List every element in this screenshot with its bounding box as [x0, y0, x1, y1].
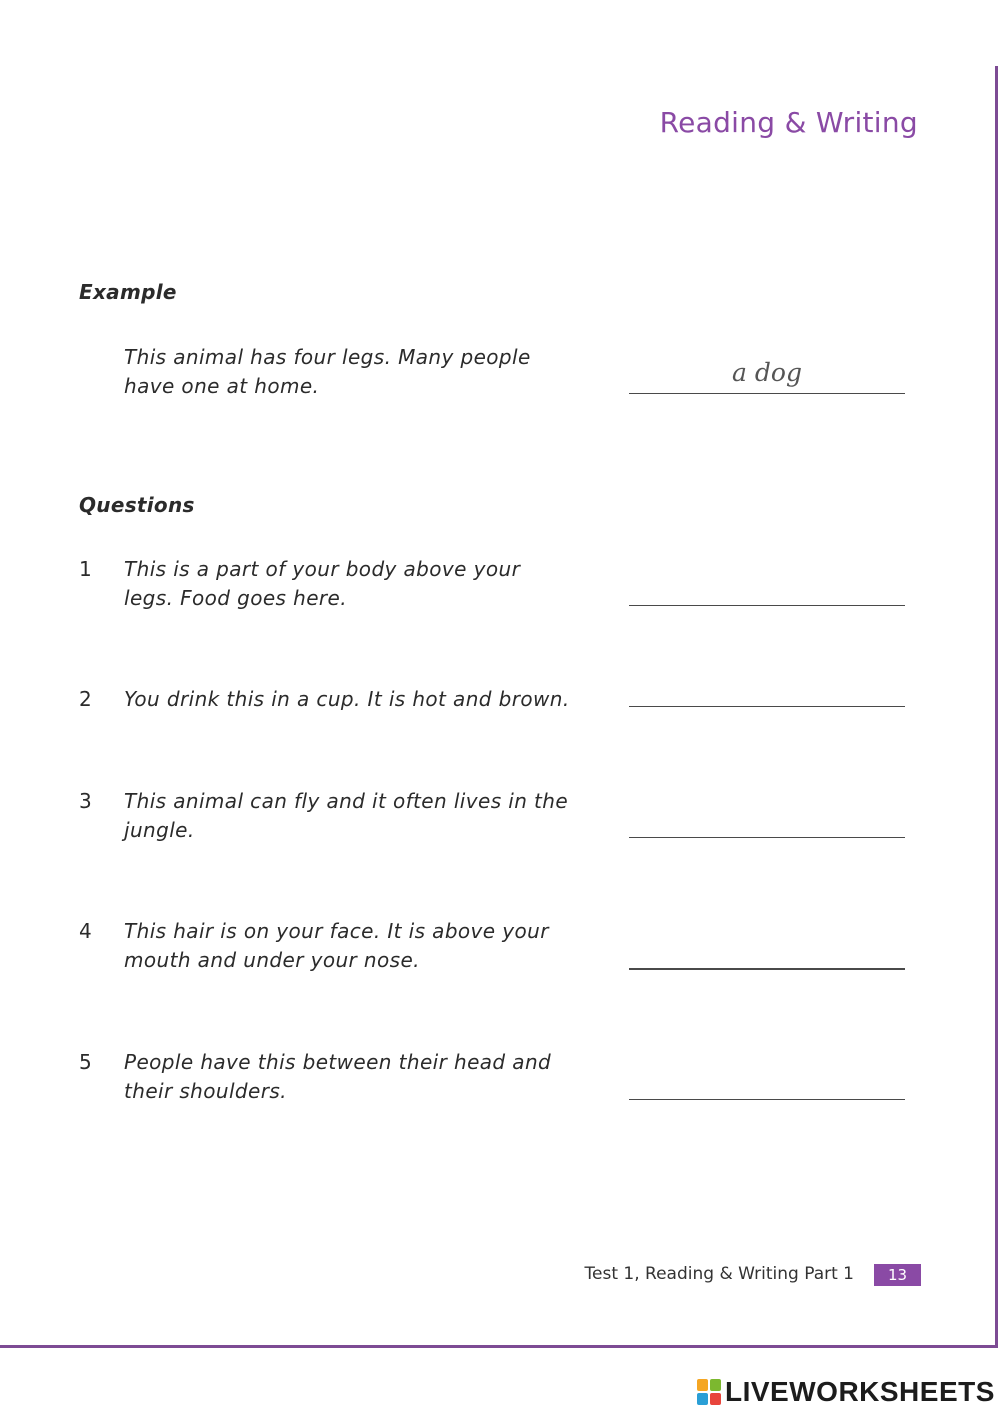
example-answer-line: [629, 393, 905, 394]
question-number: 2: [79, 687, 92, 711]
question-number: 3: [79, 789, 92, 813]
section-title: Reading & Writing: [659, 106, 918, 139]
question-number: 1: [79, 557, 92, 581]
question-number: 5: [79, 1050, 92, 1074]
example-heading: Example: [79, 280, 177, 304]
example-answer: a dog: [732, 358, 802, 387]
answer-line: [629, 605, 905, 606]
answer-input-2[interactable]: [629, 673, 909, 707]
question-text: This is a part of your body above your legs. Food goes here.: [124, 557, 521, 610]
footer-caption: Test 1, Reading & Writing Part 1: [584, 1264, 854, 1284]
answer-line: [629, 968, 905, 970]
answer-input-1[interactable]: [629, 572, 909, 606]
page-border-bottom: [0, 1345, 998, 1348]
page-border-right: [995, 66, 998, 1348]
brand-name: LIVEWORKSHEETS: [725, 1376, 995, 1407]
question-text: This hair is on your face. It is above your mouth and under your nose.: [124, 919, 549, 972]
answer-input-4[interactable]: [629, 935, 909, 969]
question-text: You drink this in a cup. It is hot and brown.: [124, 687, 570, 711]
liveworksheets-logo-icon: [697, 1379, 721, 1405]
question-text: People have this between their head and their shoulders.: [124, 1050, 552, 1103]
answer-line: [629, 706, 905, 707]
page-number-badge: 13: [874, 1264, 921, 1286]
question-text: This animal can fly and it often lives in the jungle.: [124, 789, 569, 842]
answer-line: [629, 837, 905, 838]
question-number: 4: [79, 919, 92, 943]
example-text: This animal has four legs. Many people have one at home.: [124, 345, 531, 398]
answer-line: [629, 1099, 905, 1100]
questions-heading: Questions: [79, 493, 195, 517]
answer-input-5[interactable]: [629, 1066, 909, 1100]
liveworksheets-brand[interactable]: [697, 1375, 995, 1409]
answer-input-3[interactable]: [629, 804, 909, 838]
